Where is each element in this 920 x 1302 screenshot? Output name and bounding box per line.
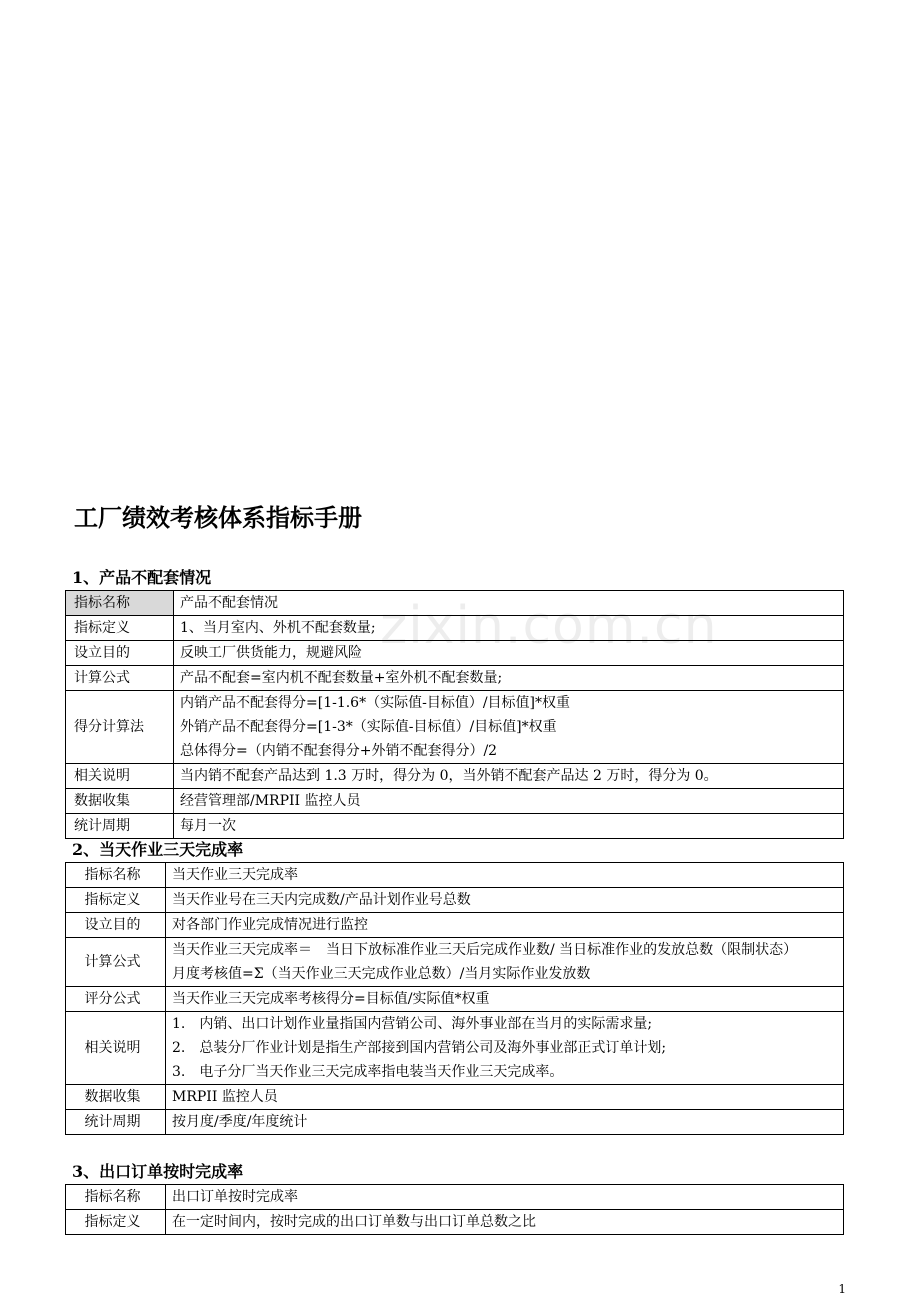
row-label: 数据收集 [66, 1085, 166, 1110]
row-label: 指标名称 [66, 863, 166, 888]
row-value: 产品不配套=室内机不配套数量+室外机不配套数量; [174, 666, 844, 691]
row-value: 1. 内销、出口计划作业量指国内营销公司、海外事业部在当月的实际需求量; 2. 总装分厂作业计划是指生产部接到国内营销公司及海外事业部正式订单计划; 3. 电子分厂当天作业三天完成率指电装当天作业三天完成率。 [166, 1012, 844, 1085]
row-label: 计算公式 [66, 938, 166, 987]
row-value: 反映工厂供货能力，规避风险 [174, 641, 844, 666]
table-row [66, 1012, 844, 1085]
row-value: 当内销不配套产品达到 1.3 万时，得分为 0，当外销不配套产品达 2 万时，得分为 0。 [174, 764, 844, 789]
row-value: 在一定时间内，按时完成的出口订单数与出口订单总数之比 [166, 1210, 844, 1235]
row-value: 当天作业三天完成率 [166, 863, 844, 888]
row-value: MRPII 监控人员 [166, 1085, 844, 1110]
row-value: 经营管理部/MRPII 监控人员 [174, 789, 844, 814]
row-label: 计算公式 [66, 666, 174, 691]
row-label: 设立目的 [66, 913, 166, 938]
table-row [66, 764, 844, 789]
kpi-table-2 [65, 862, 844, 1135]
kpi-table-1 [65, 590, 844, 839]
row-label: 统计周期 [66, 814, 174, 839]
watermark: zixin.com.cn [380, 596, 718, 656]
table-row [66, 987, 844, 1012]
table-row [66, 641, 844, 666]
row-label: 相关说明 [66, 764, 174, 789]
row-value: 当天作业三天完成率＝ 当日下放标准作业三天后完成作业数/ 当日标准作业的发放总数（限制状态） 月度考核值=Σ（当天作业三天完成作业总数）/当月实际作业发放数 [166, 938, 844, 987]
row-value: 当天作业号在三天内完成数/产品计划作业号总数 [166, 888, 844, 913]
page-number: 1 [838, 1282, 846, 1296]
row-value: 当天作业三天完成率考核得分=目标值/实际值*权重 [166, 987, 844, 1012]
row-label: 指标名称 [66, 591, 174, 616]
row-value: 按月度/季度/年度统计 [166, 1110, 844, 1135]
table-row [66, 888, 844, 913]
row-label: 统计周期 [66, 1110, 166, 1135]
table-row [66, 616, 844, 641]
table-row [66, 913, 844, 938]
table-row [66, 1210, 844, 1235]
row-value: 内销产品不配套得分=[1-1.6*（实际值-目标值）/目标值]*权重 外销产品不配套得分=[1-3*（实际值-目标值）/目标值]*权重 总体得分=（内销不配套得分+外销不配套得分）/2 [174, 691, 844, 764]
section-heading-1: 1、产品不配套情况 [72, 568, 212, 587]
document-title: 工厂绩效考核体系指标手册 [74, 504, 362, 532]
row-value: 对各部门作业完成情况进行监控 [166, 913, 844, 938]
row-label: 评分公式 [66, 987, 166, 1012]
kpi-table-3 [65, 1184, 844, 1235]
row-label: 指标名称 [66, 1185, 166, 1210]
row-label: 指标定义 [66, 616, 174, 641]
table-row [66, 666, 844, 691]
section-heading-2: 2、当天作业三天完成率 [72, 840, 244, 859]
table-row [66, 1110, 844, 1135]
table-row [66, 863, 844, 888]
table-row [66, 591, 844, 616]
table-row [66, 938, 844, 987]
row-value: 每月一次 [174, 814, 844, 839]
row-value: 产品不配套情况 [174, 591, 844, 616]
table-row [66, 691, 844, 764]
table-row [66, 1085, 844, 1110]
row-value: 1、当月室内、外机不配套数量; [174, 616, 844, 641]
row-label: 指标定义 [66, 888, 166, 913]
row-value: 出口订单按时完成率 [166, 1185, 844, 1210]
section-heading-3: 3、出口订单按时完成率 [72, 1162, 244, 1181]
table-row [66, 1185, 844, 1210]
row-label: 数据收集 [66, 789, 174, 814]
row-label: 得分计算法 [66, 691, 174, 764]
row-label: 相关说明 [66, 1012, 166, 1085]
row-label: 设立目的 [66, 641, 174, 666]
table-row [66, 789, 844, 814]
table-row [66, 814, 844, 839]
row-label: 指标定义 [66, 1210, 166, 1235]
